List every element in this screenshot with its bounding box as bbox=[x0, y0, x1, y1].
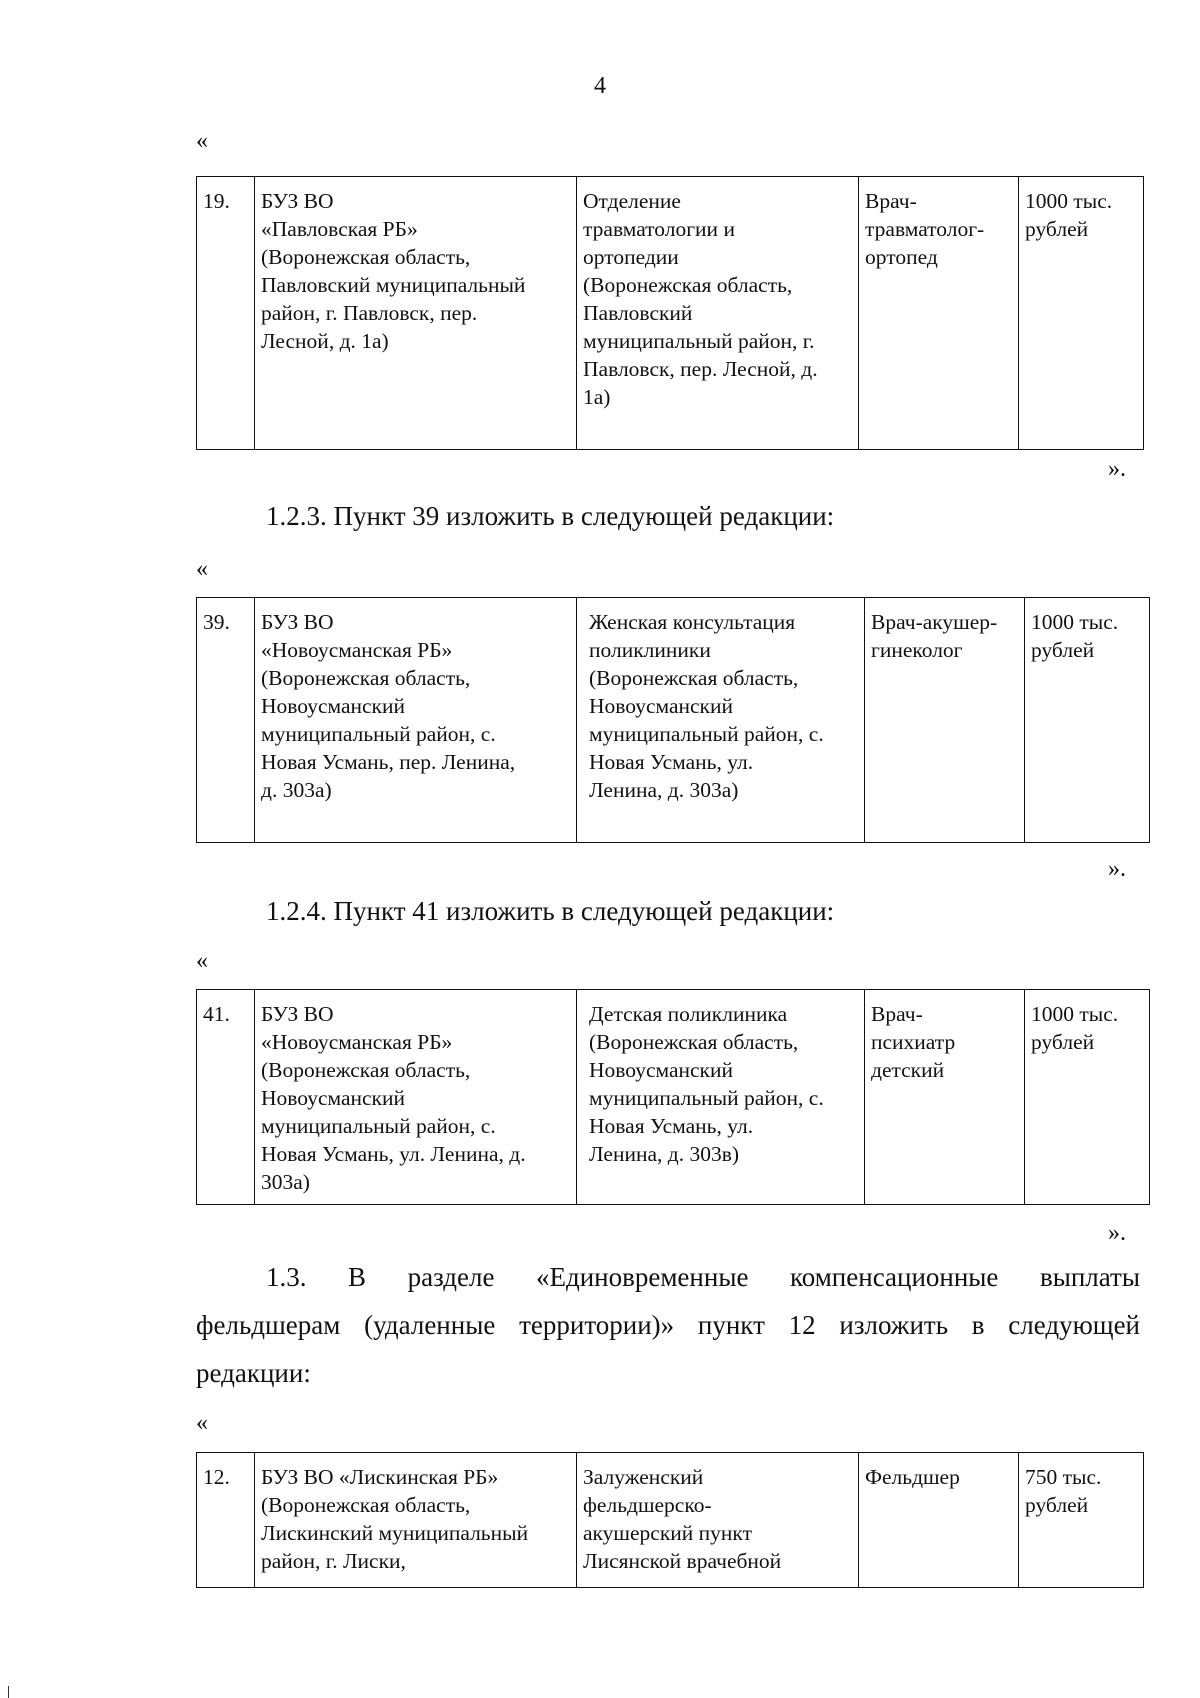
position-cell: Врач- травматолог- ортопед bbox=[859, 177, 1019, 450]
page-number: 4 bbox=[594, 73, 606, 99]
row-number: 41. bbox=[197, 990, 255, 1205]
organization-cell: БУЗ ВО «Новоусманская РБ» (Воронежская область, Новоусманский муниципальный район, с. Новая Усмань, пер. Ленина, д. 303а) bbox=[255, 598, 577, 843]
open-quote: « bbox=[196, 556, 208, 582]
open-quote: « bbox=[196, 128, 208, 154]
position-cell: Врач- психиатр детский bbox=[865, 990, 1025, 1205]
department-cell: Отделение травматологии и ортопедии (Воронежская область, Павловский муниципальный район, г. Павловск, пер. Лесной, д. 1а) bbox=[577, 177, 859, 450]
table-row bbox=[197, 990, 1150, 1205]
department-cell: Залуженский фельдшерско- акушерский пункт Лисянской врачебной bbox=[577, 1453, 859, 1588]
row-number: 39. bbox=[197, 598, 255, 843]
open-quote: « bbox=[196, 1410, 208, 1436]
organization-cell: БУЗ ВО «Павловская РБ» (Воронежская область, Павловский муниципальный район, г. Павловск, пер. Лесной, д. 1а) bbox=[255, 177, 577, 450]
table-row bbox=[197, 177, 1144, 450]
scan-mark bbox=[8, 1686, 9, 1698]
amount-cell: 750 тыс. рублей bbox=[1019, 1453, 1144, 1588]
organization-cell: БУЗ ВО «Лискинская РБ» (Воронежская область, Лискинский муниципальный район, г. Лиски, bbox=[255, 1453, 577, 1588]
table-row-19 bbox=[196, 176, 1144, 450]
department-cell: Детская поликлиника (Воронежская область, Новоусманский муниципальный район, с. Новая Усмань, ул. Ленина, д. 303в) bbox=[577, 990, 865, 1205]
open-quote: « bbox=[196, 948, 208, 974]
paragraph-line: редакции: bbox=[196, 1358, 311, 1388]
position-cell: Врач-акушер- гинеколог bbox=[865, 598, 1025, 843]
amount-cell: 1000 тыс. рублей bbox=[1025, 598, 1150, 843]
position-cell: Фельдшер bbox=[859, 1453, 1019, 1588]
amount-cell: 1000 тыс. рублей bbox=[1025, 990, 1150, 1205]
paragraph-line: 1.3. В разделе «Единовременные компенсационные выплаты bbox=[266, 1262, 1140, 1292]
amount-cell: 1000 тыс. рублей bbox=[1019, 177, 1144, 450]
close-quote: ». bbox=[1108, 456, 1126, 482]
paragraph-line: фельдшерам (удаленные территории)» пункт 12 изложить в следующей bbox=[196, 1310, 1140, 1340]
close-quote: ». bbox=[1108, 856, 1126, 882]
table-row bbox=[197, 598, 1150, 843]
department-cell: Женская консультация поликлиники (Воронежская область, Новоусманский муниципальный район, с. Новая Усмань, ул. Ленина, д. 303а) bbox=[577, 598, 865, 843]
organization-cell: БУЗ ВО «Новоусманская РБ» (Воронежская область, Новоусманский муниципальный район, с. Новая Усмань, ул. Ленина, д. 303а) bbox=[255, 990, 577, 1205]
table-row-12 bbox=[196, 1452, 1144, 1588]
table-row-39 bbox=[196, 597, 1150, 843]
paragraph-1-2-3: 1.2.3. Пункт 39 изложить в следующей редакции: bbox=[266, 501, 835, 531]
row-number: 19. bbox=[197, 177, 255, 450]
table-row bbox=[197, 1453, 1144, 1588]
table-row-41 bbox=[196, 989, 1150, 1205]
paragraph-1-2-4: 1.2.4. Пункт 41 изложить в следующей редакции: bbox=[266, 896, 835, 926]
close-quote: ». bbox=[1108, 1220, 1126, 1246]
paragraph-1-3 bbox=[196, 1253, 1140, 1397]
row-number: 12. bbox=[197, 1453, 255, 1588]
